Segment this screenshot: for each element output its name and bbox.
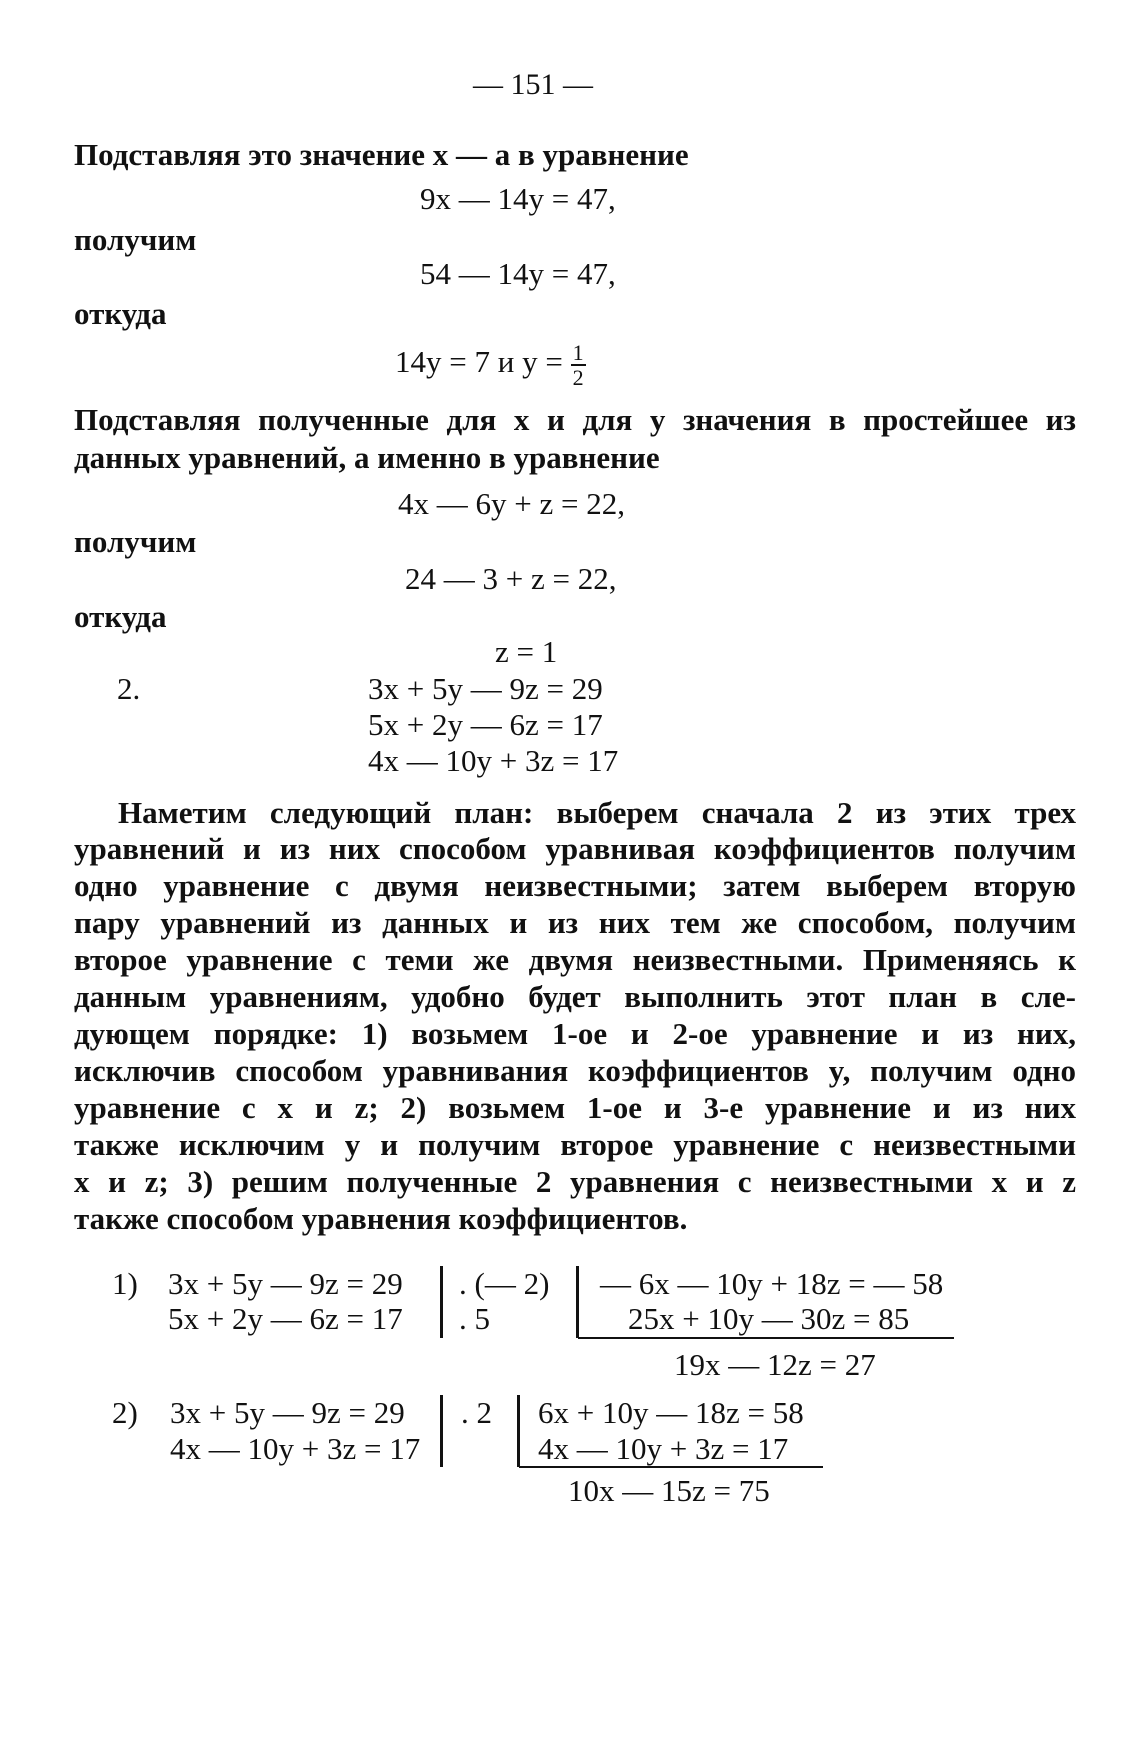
paragraph-line-2: уравнений и из них способом уравнивая коэффициентов получим bbox=[74, 831, 1076, 866]
step2-left-eq-2: 4x — 10y + 3z = 17 bbox=[170, 1431, 421, 1466]
step1-result: 19x — 12z = 27 bbox=[674, 1347, 876, 1382]
step2-mult-1: . 2 bbox=[461, 1395, 492, 1430]
equation-14y-text: 14y = 7 и y = bbox=[395, 344, 571, 380]
problem-number: 2. bbox=[117, 671, 141, 706]
fraction-numerator: 1 bbox=[572, 340, 584, 365]
step1-right-eq-1: — 6x — 10y + 18z = — 58 bbox=[600, 1266, 944, 1301]
step1-left-eq-2: 5x + 2y — 6z = 17 bbox=[168, 1301, 403, 1336]
step1-label: 1) bbox=[112, 1266, 138, 1301]
step2-left-eq-1: 3x + 5y — 9z = 29 bbox=[170, 1395, 405, 1430]
page-number: — 151 — bbox=[473, 68, 593, 101]
intro-line: Подставляя это значение x — a в уравнение bbox=[74, 137, 689, 172]
paragraph-line-3: одно уравнение с двумя неизвестными; затем выберем вторую bbox=[74, 868, 1076, 903]
equation-24-3: 24 — 3 + z = 22, bbox=[405, 561, 617, 596]
paragraph-line-10: также исключим y и получим второе уравнение с неизвестными bbox=[74, 1127, 1076, 1162]
paragraph-line-12: также способом уравнения коэффициентов. bbox=[74, 1201, 688, 1236]
step2-divider-right bbox=[517, 1395, 520, 1467]
word-poluchim-1: получим bbox=[74, 222, 197, 257]
step1-divider-left bbox=[440, 1266, 443, 1338]
equation-z-1: z = 1 bbox=[495, 634, 558, 669]
paragraph-line-8: исключив способом уравнивания коэффициентов y, получим одно bbox=[74, 1053, 1076, 1088]
system-eq-2: 5x + 2y — 6z = 17 bbox=[368, 707, 603, 742]
fraction-one-half bbox=[571, 341, 586, 389]
step1-right-eq-2: 25x + 10y — 30z = 85 bbox=[628, 1301, 910, 1336]
word-otkuda-2: откуда bbox=[74, 599, 167, 634]
paragraph-line-11: x и z; 3) решим полученные 2 уравнения с неизвестными x и z bbox=[74, 1164, 1076, 1199]
paragraph-line-6: данным уравнениям, удобно будет выполнить этот план в сле- bbox=[74, 979, 1076, 1014]
block2-line1: Подставляя полученные для x и для y значения в простейшее из bbox=[74, 402, 1076, 437]
equation-9x-14y: 9x — 14y = 47, bbox=[420, 181, 616, 216]
equation-14y-7 bbox=[395, 341, 586, 389]
step2-result: 10x — 15z = 75 bbox=[568, 1473, 770, 1508]
paragraph-line-5: второе уравнение с теми же двумя неизвестными. Применяясь к bbox=[74, 942, 1076, 977]
step2-label: 2) bbox=[112, 1395, 138, 1430]
step1-mult-2: . 5 bbox=[459, 1301, 490, 1336]
step1-left-eq-1: 3x + 5y — 9z = 29 bbox=[168, 1266, 403, 1301]
paragraph-line-1: Наметим следующий план: выберем сначала 2 из этих трех bbox=[118, 795, 1076, 830]
equation-54-14y: 54 — 14y = 47, bbox=[420, 256, 616, 291]
paragraph-line-9: уравнение с x и z; 2) возьмем 1-ое и 3-е уравнение и из них bbox=[74, 1090, 1076, 1125]
word-poluchim-2: получим bbox=[74, 524, 197, 559]
equation-4x-6y: 4x — 6y + z = 22, bbox=[398, 486, 625, 521]
word-otkuda-1: откуда bbox=[74, 296, 167, 331]
step2-right-eq-1: 6x + 10y — 18z = 58 bbox=[538, 1395, 804, 1430]
step2-divider-left bbox=[440, 1395, 443, 1467]
paragraph-line-4: пару уравнений из данных и из них тем же способом, получим bbox=[74, 905, 1076, 940]
step1-divider-right bbox=[576, 1266, 579, 1338]
step2-right-eq-2: 4x — 10y + 3z = 17 bbox=[538, 1431, 789, 1466]
system-eq-1: 3x + 5y — 9z = 29 bbox=[368, 671, 603, 706]
step1-sum-line bbox=[578, 1337, 954, 1339]
system-eq-3: 4x — 10y + 3z = 17 bbox=[368, 743, 619, 778]
paragraph-line-7: дующем порядке: 1) возьмем 1-ое и 2-ое уравнение и из них, bbox=[74, 1016, 1076, 1051]
fraction-denominator: 2 bbox=[572, 365, 584, 391]
step1-mult-1: . (— 2) bbox=[459, 1266, 550, 1301]
block2-line2: данных уравнений, а именно в уравнение bbox=[74, 440, 660, 475]
step2-sum-line bbox=[519, 1466, 823, 1468]
